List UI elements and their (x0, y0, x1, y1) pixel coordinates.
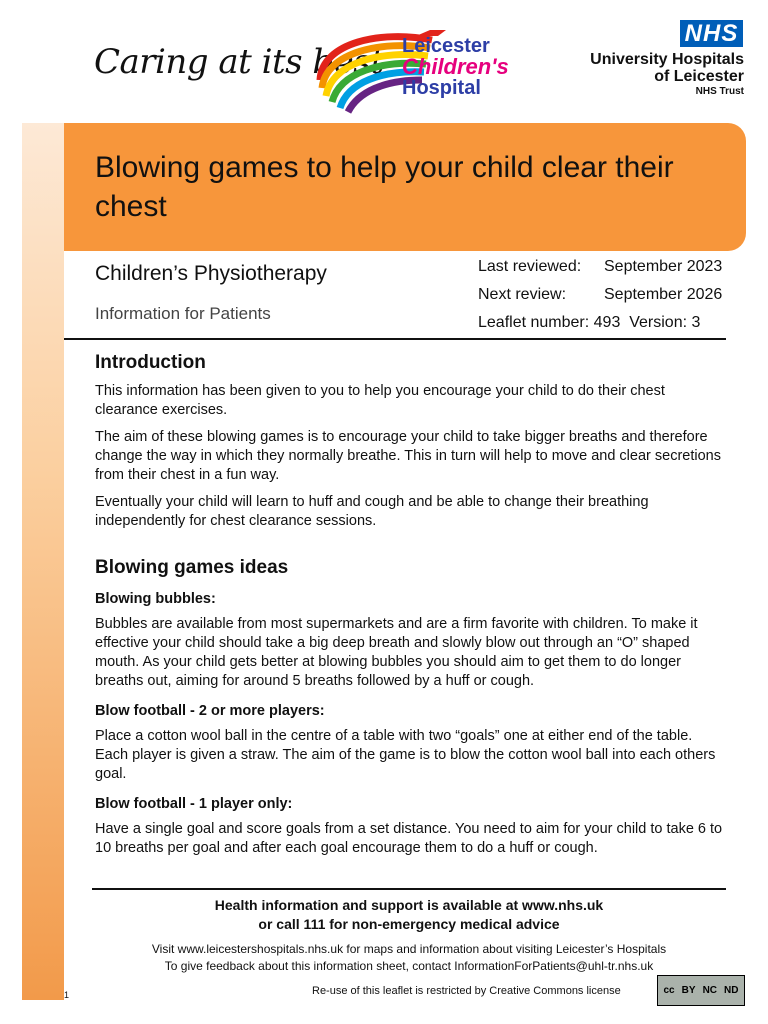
hospital-logo-line2: Children's (402, 54, 509, 79)
trust-line3: NHS Trust (695, 86, 744, 97)
footer-nhs-line1: Health information and support is available at www.nhs.uk (214, 897, 604, 913)
left-gradient-stripe (22, 123, 64, 1000)
section-spacer (95, 539, 725, 557)
intro-paragraph-1: This information has been given to you to help you encourage your child to do their chest clearance exercises. (95, 383, 665, 418)
leaflet-number-value: 493 Version: 3 (593, 314, 701, 331)
page-title: Blowing games to help your child clear their chest (95, 151, 674, 223)
tagline-logo: Caring at its best (94, 42, 384, 82)
creative-commons-icon (657, 975, 745, 1006)
last-reviewed-value: September 2023 (604, 258, 723, 275)
leaflet-number-row (478, 314, 700, 332)
game-description: Have a single goal and score goals from a set distance. You need to aim for your child to take 6 to 10 breaths per goal and after each goal encourage them to do a huff or cough. (95, 821, 723, 856)
games-heading: Blowing games ideas (95, 557, 289, 578)
game-title: Blowing bubbles: (95, 591, 216, 607)
page-number: 1 (64, 990, 70, 1000)
footer-contact-info (92, 941, 726, 975)
next-review-row (478, 286, 722, 304)
footer-nhs-line2: or call 111 for non-emergency medical advice (258, 916, 560, 932)
game-title: Blow football - 2 or more players: (95, 703, 325, 719)
cc-badge-nd: ND (724, 985, 739, 996)
next-review-label: Next review: (478, 286, 567, 303)
trust-line2: of Leicester (654, 68, 744, 85)
footer-divider (92, 888, 726, 890)
next-review-value: September 2026 (604, 286, 723, 303)
license-note: Re-use of this leaflet is restricted by Creative Commons license (312, 985, 621, 997)
trust-line1: University Hospitals (590, 51, 744, 68)
intro-paragraph-2: The aim of these blowing games is to encourage your child to take bigger breaths and therefore change the way in which they normally breathe. This in turn will help to move and clear secretions from their chest in a fun way. (95, 429, 721, 483)
last-reviewed-label: Last reviewed: (478, 258, 582, 275)
intro-paragraph-3: Eventually your child will learn to huff and cough and be able to change their breathing independently for chest clearance sessions. (95, 494, 649, 529)
footer-visit-line: Visit www.leicestershospitals.nhs.uk for maps and information about visiting Leicester’s Hospitals (151, 942, 667, 956)
nhs-logo: NHS (680, 20, 743, 47)
cc-badge-by: BY (681, 985, 696, 996)
department-subtitle: Children’s Physiotherapy (95, 262, 327, 285)
game-description: Bubbles are available from most supermarkets and are a firm favorite with children. To make it effective your child should take a big deep breath and slowly blow out through an “O” shaped mouth. As your child gets better at blowing bubbles you should aim to get them to do longer breaths out, aiming for around 5 breaths followed by a huff or cough. (95, 616, 698, 689)
last-reviewed-row (478, 258, 722, 276)
leaflet-number-label: Leaflet number: (478, 314, 590, 331)
game-description: Place a cotton wool ball in the centre of a table with two “goals” one at either end of the table. Each player is given a straw. The aim of the game is to blow the cotton wool ball into each others goal. (95, 728, 716, 782)
intro-heading: Introduction (95, 352, 206, 373)
cc-badge-nc: NC (702, 985, 718, 996)
hospital-logo-line3: Hospital (402, 77, 481, 99)
footer-feedback-line: To give feedback about this information sheet, contact InformationForPatients@uhl-tr.nhs.uk (164, 959, 654, 973)
header-divider (64, 338, 726, 340)
game-title: Blow football - 1 player only: (95, 796, 293, 812)
audience-label: Information for Patients (95, 304, 271, 323)
trust-name (590, 51, 744, 98)
hospital-logo (402, 36, 509, 98)
main-content (95, 352, 725, 866)
hospital-logo-line1: Leicester (402, 35, 490, 57)
footer-nhs-info (92, 896, 726, 934)
cc-badge-cc: cc (663, 985, 675, 996)
